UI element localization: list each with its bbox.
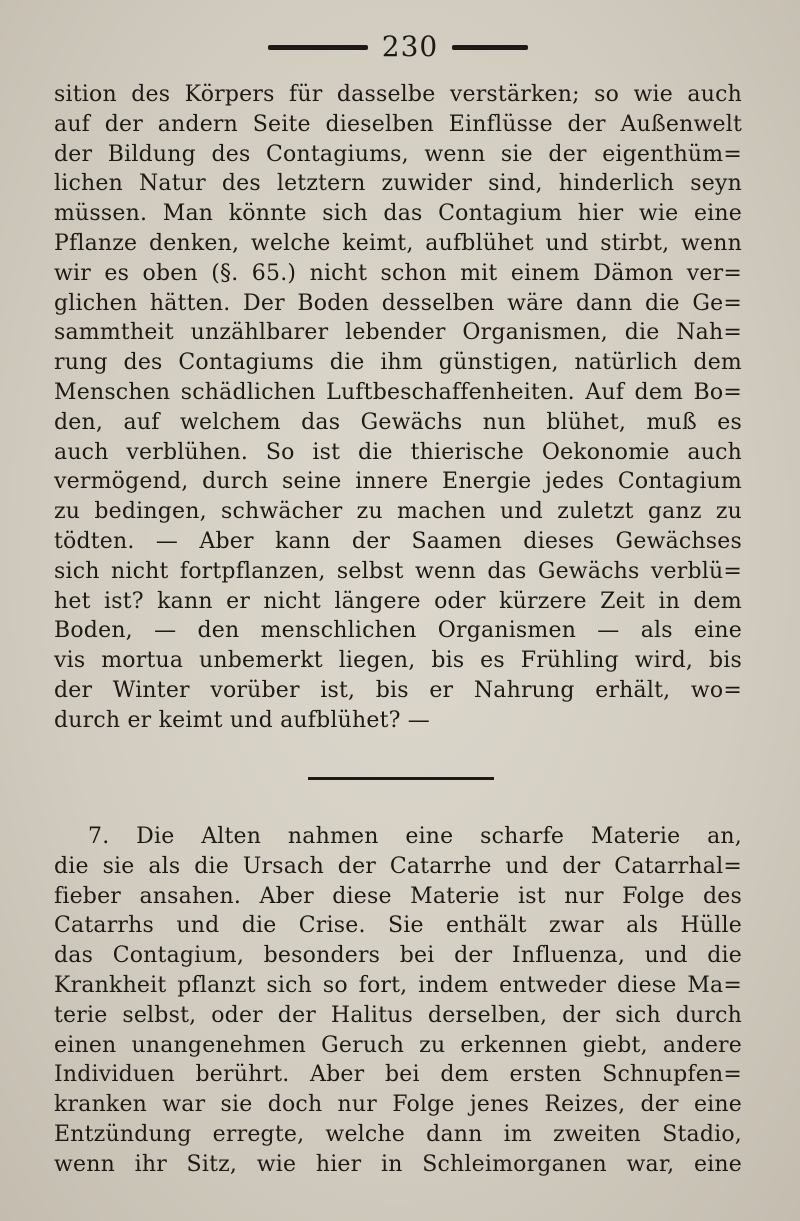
section-separator xyxy=(308,777,494,780)
text-line: Krankheit pflanzt sich so fort, indem entweder diese Ma= xyxy=(54,972,742,998)
text-line: sition des Körpers für dasselbe verstärken; so wie auch xyxy=(54,82,742,107)
text-line: sich nicht fortpflanzen, selbst wenn das Gewächs verblü= xyxy=(54,558,742,584)
text-line: terie selbst, oder der Halitus derselben, der sich durch xyxy=(54,1002,742,1028)
paragraph-1 xyxy=(54,80,742,736)
page-header xyxy=(0,28,800,68)
text-line: der Bildung des Contagiums, wenn sie der eigenthüm= xyxy=(54,141,742,167)
text-line: Entzündung erregte, welche dann im zweiten Stadio, xyxy=(54,1121,742,1147)
text-line: het ist? kann er nicht längere oder kürzere Zeit in dem xyxy=(54,588,742,614)
text-line: Individuen berührt. Aber bei dem ersten Schnupfen= xyxy=(54,1062,742,1088)
text-line: einen unangenehmen Geruch zu erkennen giebt, andere xyxy=(54,1032,742,1058)
text-line: der Winter vorüber ist, bis er Nahrung erhält, wo= xyxy=(54,677,742,703)
text-line: den, auf welchem das Gewächs nun blühet, muß es xyxy=(54,409,742,435)
text-line: müssen. Man könnte sich das Contagium hier wie eine xyxy=(54,201,742,227)
text-line: sammtheit unzählbarer lebender Organismen, die Nah= xyxy=(54,320,742,346)
text-line: rung des Contagiums die ihm günstigen, natürlich dem xyxy=(54,350,742,376)
paragraph-2 xyxy=(54,822,742,1180)
text-line: Catarrhs und die Crise. Sie enthält zwar als Hülle xyxy=(54,913,742,939)
text-line: tödten. — Aber kann der Saamen dieses Gewächses xyxy=(54,528,742,554)
text-line: wir es oben (§. 65.) nicht schon mit einem Dämon ver= xyxy=(54,260,742,286)
text-line: fieber ansahen. Aber diese Materie ist nur Folge des xyxy=(54,883,742,909)
text-line: wenn ihr Sitz, wie hier in Schleimorganen war, eine xyxy=(54,1151,742,1177)
text-line: das Contagium, besonders bei der Influenza, und die xyxy=(54,943,742,969)
header-rule-right xyxy=(452,45,528,50)
text-line: die sie als die Ursach der Catarrhe und der Catarrhal= xyxy=(54,853,742,879)
text-line: vis mortua unbemerkt liegen, bis es Frühling wird, bis xyxy=(54,648,742,674)
text-line: lichen Natur des letztern zuwider sind, hinderlich seyn xyxy=(54,171,742,197)
text-line: 7. Die Alten nahmen eine scharfe Materie an, xyxy=(88,824,742,849)
text-line: vermögend, durch seine innere Energie jedes Contagium xyxy=(54,469,742,495)
text-line: Pflanze denken, welche keimt, aufblühet und stirbt, wenn xyxy=(54,230,742,256)
text-line: durch er keimt und aufblühet? — xyxy=(54,707,431,733)
text-line: zu bedingen, schwächer zu machen und zuletzt ganz zu xyxy=(54,499,742,525)
page-number: 230 xyxy=(381,30,439,63)
text-line: Boden, — den menschlichen Organismen — als eine xyxy=(54,618,742,644)
text-line: kranken war sie doch nur Folge jenes Reizes, der eine xyxy=(54,1092,742,1118)
text-line: glichen hätten. Der Boden desselben wäre dann die Ge= xyxy=(54,290,742,316)
header-rule-left xyxy=(268,45,368,50)
text-line: auf der andern Seite dieselben Einflüsse der Außenwelt xyxy=(54,111,742,137)
text-line: Menschen schädlichen Luftbeschaffenheiten. Auf dem Bo= xyxy=(54,379,742,405)
text-line: auch verblühen. So ist die thierische Oekonomie auch xyxy=(54,439,742,465)
